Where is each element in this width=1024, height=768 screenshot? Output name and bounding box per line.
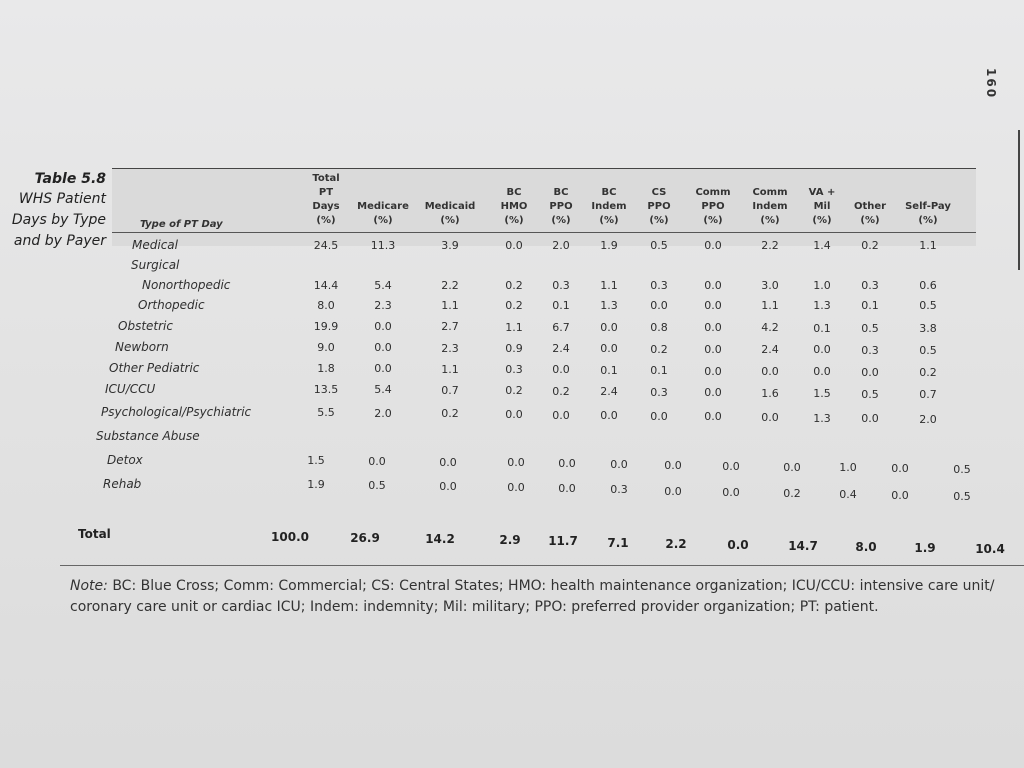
table-cell: 0.0	[704, 239, 722, 252]
table-cell: 0.8	[650, 321, 668, 334]
column-header-line: CS	[651, 187, 667, 198]
table-header-rule	[112, 232, 976, 233]
table-cell: 0.2	[441, 407, 459, 420]
row-label: Substance Abuse	[96, 429, 200, 443]
table-cell: 11.3	[370, 239, 396, 252]
table-cell: 0.0	[891, 462, 909, 475]
total-cell: 7.1	[607, 536, 629, 550]
table-cell: 1.5	[813, 387, 831, 400]
total-cell: 2.9	[499, 533, 521, 547]
row-label: Other Pediatric	[109, 361, 200, 375]
column-header-line: Self-Pay	[905, 201, 951, 212]
table-cell: 0.0	[761, 411, 779, 424]
total-cell: 100.0	[271, 530, 309, 544]
table-cell: 1.1	[441, 299, 459, 312]
table-cell: 1.0	[813, 279, 831, 292]
table-cell: 0.2	[919, 366, 937, 379]
table-cell: 0.2	[505, 279, 523, 292]
table-cell: 1.8	[317, 362, 335, 375]
table-cell: 0.3	[552, 279, 570, 292]
table-cell: 0.1	[861, 299, 879, 312]
table-cell: 1.3	[813, 412, 831, 425]
table-cell: 0.0	[558, 457, 576, 470]
column-header-line: (%)	[812, 215, 832, 226]
table-cell: 1.5	[307, 454, 325, 467]
column-header-line: (%)	[649, 215, 669, 226]
column-header-line: (%)	[504, 215, 524, 226]
column-header-line: Total	[312, 173, 340, 184]
table-cell: 8.0	[317, 299, 335, 312]
column-header-line: (%)	[860, 215, 880, 226]
column-header-line: PPO	[647, 201, 671, 212]
column-header-line: Mil	[813, 201, 831, 212]
table-cell: 0.5	[650, 239, 668, 252]
table-cell: 0.7	[919, 388, 937, 401]
column-header-line: (%)	[918, 215, 938, 226]
header-type-label: Type of PT Day	[140, 219, 223, 230]
total-cell: 8.0	[855, 540, 877, 554]
total-cell: 14.2	[425, 532, 455, 546]
table-cell: 2.7	[441, 320, 459, 333]
total-cell: 10.4	[975, 542, 1005, 556]
table-bottom-rule	[60, 565, 1024, 566]
table-cell: 0.0	[558, 482, 576, 495]
table-cell: 1.1	[761, 299, 779, 312]
column-header-line: HMO	[500, 201, 528, 212]
table-cell: 0.0	[813, 343, 831, 356]
table-cell: 5.5	[317, 406, 335, 419]
row-label: Obstetric	[118, 319, 173, 333]
table-caption	[0, 170, 106, 252]
table-cell: 0.0	[704, 343, 722, 356]
table-cell: 3.0	[761, 279, 779, 292]
table-cell: 14.4	[313, 279, 339, 292]
column-header-line: BC	[506, 187, 522, 198]
table-cell: 0.0	[439, 456, 457, 469]
table-cell: 0.0	[374, 362, 392, 375]
table-cell: 0.0	[813, 365, 831, 378]
column-header-line: (%)	[599, 215, 619, 226]
table-cell: 0.1	[552, 299, 570, 312]
table-cell: 0.0	[374, 341, 392, 354]
table-cell: 0.0	[722, 460, 740, 473]
total-cell: 14.7	[788, 539, 818, 553]
column-header-line: Comm	[695, 187, 731, 198]
column-header-line: (%)	[373, 215, 393, 226]
table-cell: 0.0	[600, 342, 618, 355]
row-label: Detox	[107, 453, 143, 467]
column-header-line: BC	[601, 187, 617, 198]
table-cell: 0.2	[505, 299, 523, 312]
table-cell: 1.1	[919, 239, 937, 252]
table-cell: 0.2	[505, 384, 523, 397]
table-cell: 1.4	[813, 239, 831, 252]
table-cell: 4.2	[761, 321, 779, 334]
page-number: 160	[984, 68, 998, 100]
table-cell: 24.5	[313, 239, 339, 252]
table-cell: 0.1	[813, 322, 831, 335]
table-cell: 0.0	[439, 480, 457, 493]
table-cell: 0.0	[374, 320, 392, 333]
table-cell: 2.3	[441, 342, 459, 355]
column-header-line: (%)	[316, 215, 336, 226]
table-cell: 0.0	[861, 366, 879, 379]
table-cell: 0.0	[505, 239, 523, 252]
table-cell: 0.0	[704, 410, 722, 423]
table-cell: 1.1	[441, 363, 459, 376]
table-cell: 3.9	[441, 239, 459, 252]
table-cell: 0.3	[861, 279, 879, 292]
column-header	[893, 200, 963, 228]
table-cell: 1.1	[600, 279, 618, 292]
column-header-line: (%)	[440, 215, 460, 226]
table-cell: 0.5	[919, 299, 937, 312]
table-cell: 2.3	[374, 299, 392, 312]
table-number: Table 5.8	[34, 171, 106, 187]
table-cell: 1.0	[839, 461, 857, 474]
column-header-line: Days	[312, 201, 340, 212]
column-header-line: Medicare	[357, 201, 409, 212]
table-cell: 0.0	[704, 365, 722, 378]
table-cell: 0.3	[610, 483, 628, 496]
table-cell: 0.7	[441, 384, 459, 397]
table-cell: 6.7	[552, 321, 570, 334]
row-label: Medical	[132, 238, 178, 252]
table-cell: 0.5	[861, 322, 879, 335]
table-title: WHS Patient Days by Type and by Payer	[11, 191, 106, 249]
table-cell: 2.0	[552, 239, 570, 252]
column-header	[415, 200, 485, 228]
table-cell: 0.0	[650, 410, 668, 423]
table-cell: 19.9	[313, 320, 339, 333]
table-cell: 5.4	[374, 279, 392, 292]
table-top-rule	[112, 168, 976, 169]
table-cell: 0.3	[505, 363, 523, 376]
table-cell: 5.4	[374, 383, 392, 396]
table-cell: 1.3	[813, 299, 831, 312]
table-cell: 0.0	[664, 459, 682, 472]
table-cell: 0.3	[650, 386, 668, 399]
table-cell: 0.9	[505, 342, 523, 355]
row-label: Rehab	[103, 477, 142, 491]
table-cell: 0.0	[704, 279, 722, 292]
table-cell: 0.0	[650, 299, 668, 312]
total-label: Total	[78, 527, 111, 541]
row-label: Surgical	[131, 258, 180, 272]
table-cell: 0.2	[861, 239, 879, 252]
table-cell: 3.8	[919, 322, 937, 335]
column-header-line: VA +	[808, 187, 836, 198]
column-header-line: PT	[318, 187, 334, 198]
table-cell: 2.4	[761, 343, 779, 356]
table-cell: 0.0	[552, 409, 570, 422]
table-cell: 2.0	[374, 407, 392, 420]
total-cell: 2.2	[665, 537, 687, 551]
note-lead: Note:	[70, 578, 108, 594]
table-cell: 9.0	[317, 341, 335, 354]
table-cell: 0.3	[861, 344, 879, 357]
table-cell: 0.3	[650, 279, 668, 292]
table-cell: 0.0	[704, 299, 722, 312]
row-label: ICU/CCU	[105, 382, 156, 396]
table-cell: 0.0	[600, 321, 618, 334]
table-cell: 0.0	[368, 455, 386, 468]
table-cell: 0.0	[722, 486, 740, 499]
table-cell: 0.0	[552, 363, 570, 376]
table-cell: 0.5	[953, 490, 971, 503]
total-cell: 26.9	[350, 531, 380, 545]
table-cell: 0.0	[505, 408, 523, 421]
table-cell: 0.0	[783, 461, 801, 474]
total-cell: 1.9	[914, 541, 936, 555]
table-cell: 0.1	[650, 364, 668, 377]
row-label: Psychological/Psychiatric	[101, 405, 252, 419]
table-cell: 0.2	[650, 343, 668, 356]
column-header-line: Medicaid	[424, 201, 476, 212]
column-header-line: (%)	[703, 215, 723, 226]
table-cell: 0.5	[919, 344, 937, 357]
table-cell: 1.1	[505, 321, 523, 334]
table-cell: 1.6	[761, 387, 779, 400]
note-text: BC: Blue Cross; Comm: Commercial; CS: Central States; HMO: health maintenance organization; ICU/CCU: intensive care unit/ coronary care unit or cardiac ICU; Indem: indemnity; Mil: military; PPO: preferred provider organization; PT: patient.	[70, 578, 995, 615]
table-cell: 2.4	[600, 385, 618, 398]
table-cell: 0.1	[600, 364, 618, 377]
table-cell: 0.0	[761, 365, 779, 378]
column-header-line: Comm	[752, 187, 788, 198]
table-cell: 2.2	[441, 279, 459, 292]
table-cell: 0.0	[507, 456, 525, 469]
table-cell: 2.0	[919, 413, 937, 426]
total-cell: 0.0	[727, 538, 749, 552]
table-note	[70, 576, 1010, 618]
table-cell: 0.0	[610, 458, 628, 471]
row-label: Nonorthopedic	[142, 278, 231, 292]
table-cell: 0.5	[368, 479, 386, 492]
table-cell: 1.3	[600, 299, 618, 312]
page-edge-rule	[1018, 130, 1020, 270]
table-cell: 0.2	[783, 487, 801, 500]
table-cell: 0.4	[839, 488, 857, 501]
table-cell: 0.0	[600, 409, 618, 422]
table-cell: 0.0	[507, 481, 525, 494]
table-cell: 0.5	[953, 463, 971, 476]
table-cell: 0.0	[704, 321, 722, 334]
table-cell: 1.9	[307, 478, 325, 491]
column-header-line: PPO	[549, 201, 573, 212]
table-cell: 0.6	[919, 279, 937, 292]
table-cell: 0.2	[552, 385, 570, 398]
table-cell: 13.5	[313, 383, 339, 396]
table-cell: 1.9	[600, 239, 618, 252]
table-cell: 2.2	[761, 239, 779, 252]
column-header-line: PPO	[701, 201, 725, 212]
column-header-line: BC	[553, 187, 569, 198]
table-cell: 2.4	[552, 342, 570, 355]
table-cell: 0.0	[704, 386, 722, 399]
column-header-line: (%)	[551, 215, 571, 226]
column-header	[348, 200, 418, 228]
column-header-line: (%)	[760, 215, 780, 226]
total-cell: 11.7	[548, 534, 578, 548]
column-header-line: Indem	[591, 201, 627, 212]
table-cell: 0.0	[891, 489, 909, 502]
row-label: Orthopedic	[138, 298, 205, 312]
column-header-line: Indem	[752, 201, 788, 212]
column-header-line: Other	[853, 201, 887, 212]
row-label: Newborn	[115, 340, 169, 354]
table-cell: 0.0	[664, 485, 682, 498]
table-cell: 0.0	[861, 412, 879, 425]
table-cell: 0.5	[861, 388, 879, 401]
